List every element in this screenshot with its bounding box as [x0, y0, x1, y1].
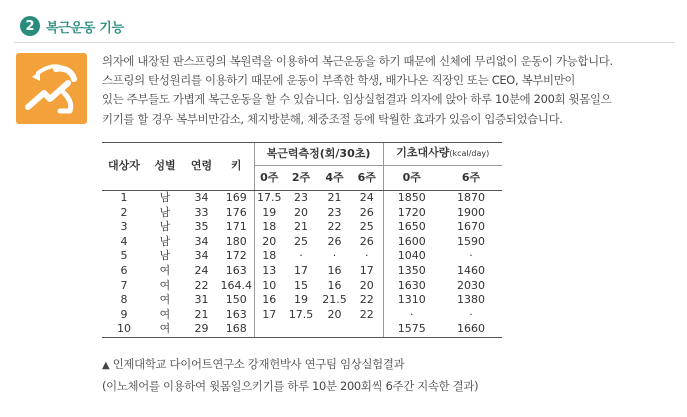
cell-w6: ·: [365, 249, 369, 263]
header-gender: 성별: [146, 143, 184, 191]
sit-up-exercise-icon: [16, 53, 87, 124]
cell-id: 8: [120, 293, 128, 307]
cell-w2: 20: [294, 205, 308, 219]
cell-w2: 25: [294, 234, 308, 248]
cell-height: 172: [225, 249, 247, 263]
cell-w4: ·: [332, 249, 337, 263]
header-subject: 대상자: [102, 143, 146, 191]
section-number-badge: 2: [20, 16, 40, 36]
cell-b6: 1460: [457, 263, 485, 277]
cell-age: 24: [194, 263, 209, 277]
cell-b6: 1900: [457, 205, 485, 219]
cell-height: 163: [225, 263, 247, 277]
cell-gender: 여: [146, 322, 184, 337]
header-bmr-week: 0주: [383, 166, 440, 191]
cell-height: 169: [225, 191, 247, 204]
table-row: [102, 264, 502, 279]
description-line: 있는 주부들도 가볍게 복근운동을 할 수 있습니다. 임상실험결과 의자에 앉아 하루 10분에 200회 윗몸일으: [102, 92, 612, 107]
cell-b0: 1650: [383, 220, 440, 235]
cell-w2: 15: [294, 278, 308, 292]
cell-gender: 남: [159, 220, 171, 234]
cell-id: 9: [120, 307, 128, 321]
cell-w2: 17: [294, 263, 308, 277]
header-bmr: [383, 143, 502, 166]
cell-w6: 17: [359, 263, 374, 277]
cell-id: 10: [102, 322, 146, 337]
cell-b0: 1850: [383, 191, 440, 206]
cell-b6: 1590: [457, 234, 485, 248]
table-row: [102, 191, 502, 206]
cell-age: 22: [194, 278, 209, 292]
cell-b6: ·: [469, 307, 473, 321]
cell-w4: 20: [327, 307, 342, 321]
cell-gender: 남: [159, 191, 171, 204]
cell-w4: 21.5: [322, 293, 347, 307]
cell-w4: 26: [327, 234, 342, 248]
cell-b6: 1660: [440, 322, 502, 337]
cell-b6: 2030: [457, 278, 485, 292]
cell-b0: 1630: [383, 279, 440, 294]
cell-w4: 23: [327, 205, 342, 219]
header-age: 연령: [184, 143, 219, 191]
cell-b6: ·: [469, 249, 473, 263]
header-height: 키: [219, 143, 254, 191]
table-row: [102, 279, 502, 294]
table-row: [102, 308, 502, 323]
table-row: [102, 206, 502, 221]
cell-height: 163: [225, 307, 247, 321]
cell-w4: [318, 322, 351, 337]
cell-age: 34: [194, 234, 209, 248]
table-row: [102, 249, 502, 264]
cell-w6: 22: [359, 307, 374, 321]
cell-w6: 26: [359, 205, 374, 219]
sit-up-exercise-graphic: [16, 53, 87, 124]
cell-id: 3: [120, 220, 128, 234]
header-ab-week: 0주: [254, 166, 284, 191]
cell-b0: 1600: [383, 235, 440, 250]
cell-id: 6: [120, 263, 128, 277]
cell-w4: 22: [327, 220, 342, 234]
header-bmr-week: 6주: [440, 166, 502, 191]
description-line: 스프링의 탄성원리를 이용하기 때문에 운동이 부족한 학생, 배가나온 직장인 또는 CEO, 복부비만이: [102, 73, 576, 88]
cell-gender: 여: [159, 293, 171, 307]
cell-b6: 1380: [457, 293, 485, 307]
cell-id: 2: [120, 205, 128, 219]
table-body: [102, 191, 502, 338]
cell-height: 180: [225, 234, 247, 248]
section-title: 복근운동 기능: [46, 20, 124, 36]
cell-b6: 1870: [457, 191, 485, 204]
cell-w0: 16: [254, 293, 284, 308]
table-row: [102, 322, 502, 337]
cell-id: 7: [120, 278, 128, 292]
footnote: [102, 354, 478, 396]
cell-w2: 17.5: [288, 307, 314, 321]
cell-b0: 1720: [383, 206, 440, 221]
header-ab-week: 4주: [318, 166, 351, 191]
cell-height: 164.4: [220, 278, 252, 292]
cell-w2: 23: [294, 191, 308, 204]
cell-id: 1: [120, 191, 128, 204]
cell-age: 31: [194, 293, 209, 307]
cell-gender: 남: [159, 234, 171, 248]
cell-height: 176: [225, 205, 247, 219]
footnote-note: (이노체어를 이용하여 윗몸일으키기를 하루 10분 200회씩 6주간 지속한 결과): [102, 379, 479, 393]
cell-w6: 22: [359, 293, 374, 307]
cell-w6: 24: [359, 191, 374, 204]
cell-id: 5: [120, 249, 128, 263]
cell-w4: 21: [327, 191, 342, 204]
header-ab-week: 6주: [351, 166, 383, 191]
cell-age: 35: [194, 220, 209, 234]
cell-w0: 18: [254, 220, 284, 235]
table-row: [102, 220, 502, 235]
triangle-marker: ▲: [102, 360, 110, 371]
cell-age: 34: [194, 249, 209, 263]
cell-height: 171: [225, 220, 247, 234]
header-bmr-label: 기초대사량: [396, 146, 450, 160]
cell-age: 21: [194, 307, 209, 321]
cell-w0: 10: [254, 279, 284, 294]
cell-age: 34: [194, 191, 209, 204]
cell-b0: 1575: [383, 322, 440, 337]
cell-b0: 1310: [383, 293, 440, 308]
cell-w2: 21: [294, 220, 308, 234]
cell-b0: 1350: [383, 264, 440, 279]
header-ab-week: 2주: [284, 166, 318, 191]
cell-age: 29: [184, 322, 219, 337]
cell-gender: 남: [159, 249, 171, 263]
cell-id: 4: [120, 234, 128, 248]
cell-w0: 13: [254, 264, 284, 279]
description-line: 의자에 내장된 판스프링의 복원력을 이용하여 복근운동을 하기 때문에 신체에 무리없이 운동이 가능합니다.: [102, 54, 613, 68]
cell-w4: 16: [327, 278, 342, 292]
cell-w6: 20: [359, 278, 374, 292]
cell-w0: [254, 322, 284, 337]
cell-height: 150: [225, 293, 247, 307]
cell-gender: 여: [159, 278, 171, 292]
cell-w6: [351, 322, 383, 337]
cell-w0: 19: [254, 206, 284, 221]
description: [102, 52, 682, 129]
section-header: [20, 13, 124, 39]
cell-gender: 남: [159, 205, 171, 219]
cell-w0: 17.5: [254, 191, 284, 206]
cell-w0: 18: [254, 249, 284, 264]
cell-w2: [284, 322, 318, 337]
description-line: 키기를 할 경우 복부비만감소, 체지방분해, 체중조절 등에 탁월한 효과가 있음이 입증되었습니다.: [102, 111, 563, 126]
cell-w0: 20: [254, 235, 284, 250]
cell-gender: 여: [159, 307, 171, 321]
cell-b0: ·: [383, 308, 440, 323]
cell-w2: ·: [299, 249, 303, 263]
cell-height: 168: [219, 322, 254, 337]
cell-age: 33: [194, 205, 209, 219]
header-ab-strength: 복근력측정(회/30초): [254, 143, 383, 166]
table-row: [102, 293, 502, 308]
cell-w4: 16: [327, 263, 342, 277]
clinical-result-table: [102, 142, 502, 338]
header-divider: [14, 42, 675, 43]
cell-w2: 19: [294, 293, 308, 307]
cell-w6: 25: [359, 220, 374, 234]
table-row: [102, 235, 502, 250]
cell-b6: 1670: [457, 220, 485, 234]
header-bmr-unit: (kcal/day): [449, 149, 490, 159]
cell-w6: 26: [359, 234, 374, 248]
cell-gender: 여: [159, 263, 171, 277]
cell-w0: 17: [254, 308, 284, 323]
cell-b0: 1040: [383, 249, 440, 264]
footnote-source: 인제대학교 다이어트연구소 강재헌박사 연구팀 임상실험결과: [112, 357, 405, 371]
